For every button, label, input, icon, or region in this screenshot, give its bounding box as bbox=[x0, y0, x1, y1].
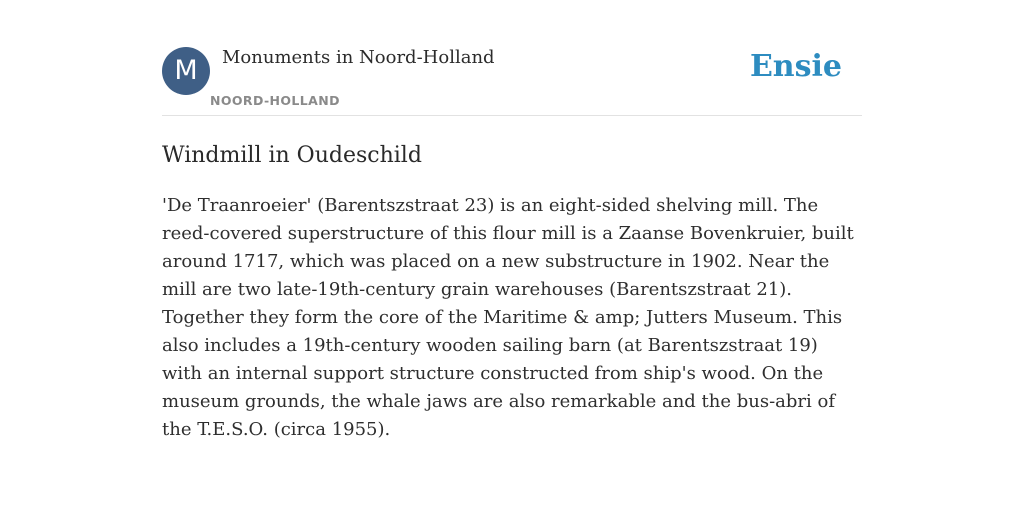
collection-title-link[interactable]: Monuments in Noord-Holland bbox=[222, 47, 495, 68]
region-label[interactable]: NOORD-HOLLAND bbox=[210, 93, 340, 108]
article-title: Windmill in Oudeschild bbox=[162, 143, 422, 168]
article-body: 'De Traanroeier' (Barentszstraat 23) is an eight-sided shelving mill. The reed-covered superstructure of this flour mill is a Zaanse Bovenkruier, built around 1717, which was placed on a new substructure in 1902. Near the mill are two late-19th-century grain warehouses (Barentszstraat 21). Together they form the core of the Maritime & amp; Jutters Museum. This also includes a 19th-century wooden sailing barn (at Barentszstraat 19) with an internal support structure constructed from ship's wood. On the museum grounds, the whale jaws are also remarkable and the bus-abri of the T.E.S.O. (circa 1955). bbox=[162, 195, 854, 440]
collection-avatar[interactable]: M bbox=[162, 47, 210, 95]
brand-logo[interactable]: Ensie bbox=[749, 49, 842, 84]
definition-card bbox=[162, 40, 862, 444]
card-header bbox=[162, 40, 862, 116]
